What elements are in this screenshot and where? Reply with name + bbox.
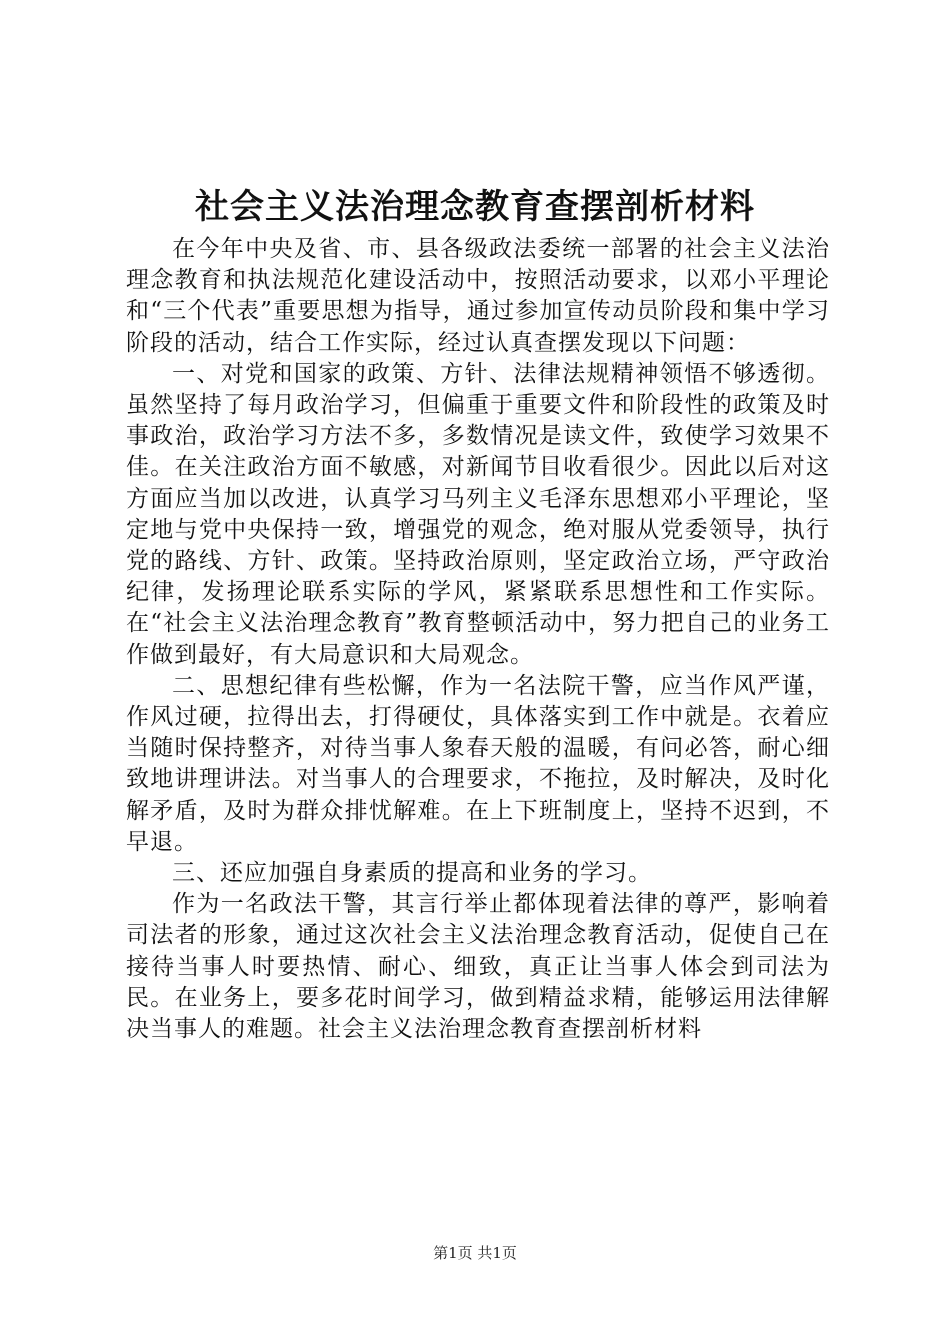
document-title: 社会主义法治理念教育查摆剖析材料 <box>195 187 755 227</box>
paragraph-issue-three: 三、还应加强自身素质的提高和业务的学习。 <box>172 860 652 887</box>
paragraph-conclusion: 作为一名政法干警，其言行举止都体现着法律的尊严，影响着司法者的形象，通过这次社会主义法治理念教育活动，促使自己在接待当事人时要热情、耐心、细致，真正让当事人体会到司法为民。在业务上，要多花时间学习，做到精益求精，能够运用法律解决当事人的难题。社会主义法治理念教育查摆剖析材料 <box>126 891 830 1043</box>
paragraph-issue-one: 一、对党和国家的政策、方针、法律法规精神领悟不够透彻。虽然坚持了每月政治学习，但偏重于重要文件和阶段性的政策及时事政治，政治学习方法不多，多数情况是读文件，致使学习效果不佳。在关注政治方面不敏感，对新闻节目收看很少。因此以后对这方面应当加以改进，认真学习马列主义毛泽东思想邓小平理论，坚定地与党中央保持一致，增强党的观念，绝对服从党委领导，执行党的路线、方针、政策。坚持政治原则，坚定政治立场，严守政治纪律，发扬理论联系实际的学风，紧紧联系思想性和工作实际。在“社会主义法治理念教育”教育整顿活动中，努力把自己的业务工作做到最好，有大局意识和大局观念。 <box>126 360 830 668</box>
page-number-footer: 第1页 共1页 <box>433 1244 517 1262</box>
document-body <box>126 234 830 1045</box>
paragraph-intro: 在今年中央及省、市、县各级政法委统一部署的社会主义法治理念教育和执法规范化建设活动中，按照活动要求，以邓小平理论和“三个代表”重要思想为指导，通过参加宣传动员阶段和集中学习阶段的活动，结合工作实际，经过认真查摆发现以下问题： <box>126 236 830 356</box>
paragraph-issue-two: 二、思想纪律有些松懈，作为一名法院干警，应当作风严谨，作风过硬，拉得出去，打得硬仗，具体落实到工作中就是。衣着应当随时保持整齐，对待当事人象春天般的温暖，有问必答，耐心细致地讲理讲法。对当事人的合理要求，不拖拉，及时解决，及时化解矛盾，及时为群众排忧解难。在上下班制度上，坚持不迟到，不早退。 <box>126 672 830 855</box>
